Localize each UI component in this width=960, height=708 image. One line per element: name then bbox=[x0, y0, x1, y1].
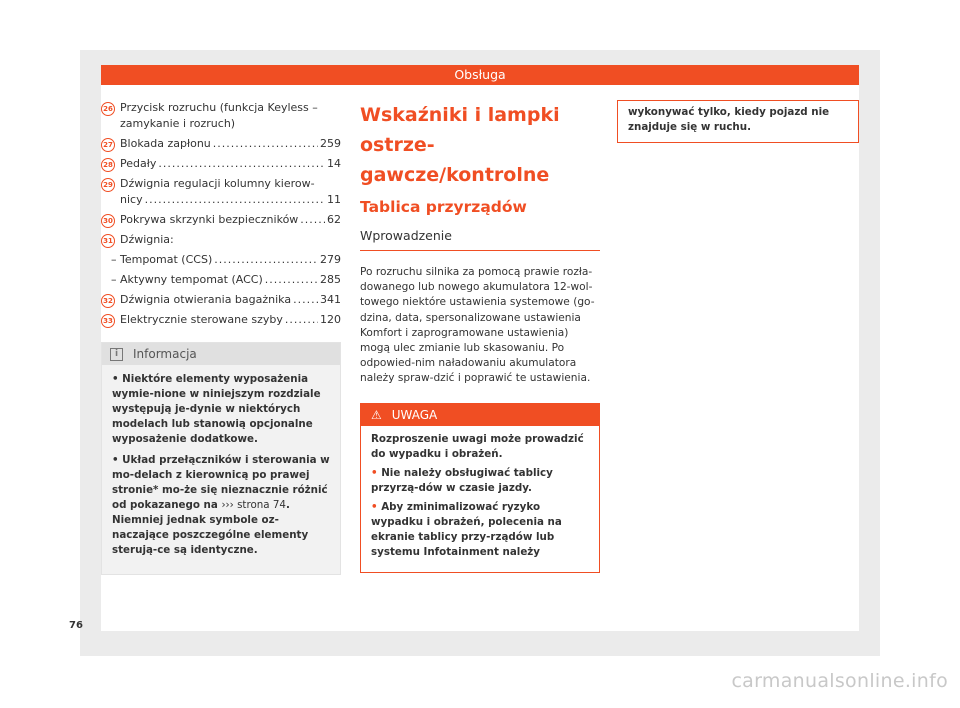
toc-item bbox=[101, 292, 341, 308]
toc-item bbox=[101, 272, 341, 288]
toc-page-number[interactable]: 259 bbox=[320, 137, 341, 150]
warning-bullet-1: • Nie należy obsługiwać tablicy przyrzą-dów w czasie jazdy. bbox=[371, 466, 553, 494]
toc-item bbox=[101, 252, 341, 268]
toc-row bbox=[111, 252, 341, 268]
toc-label: Pokrywa skrzynki bezpieczników bbox=[120, 213, 299, 226]
toc-label: – Tempomat (CCS) bbox=[111, 253, 213, 266]
toc-page-number[interactable]: 341 bbox=[320, 293, 341, 306]
warning-body bbox=[361, 426, 599, 572]
toc-label: Dźwignia regulacji kolumny kierow- bbox=[120, 177, 315, 190]
callout-number-badge: 27 bbox=[101, 138, 115, 152]
toc-label: Przycisk rozruchu (funkcja Keyless – bbox=[120, 101, 318, 114]
body-paragraph: Po rozruchu silnika za pomocą prawie rozła-dowanego lub nowego akumulatora 12-wol-towego niektóre ustawienia systemowe (go-dzina, data, spersonalizowane ustawienia Komfort i zaprogramowane ustawienia) mogą ulec zmianie lub skasowaniu. Po odpowied-nim naładowaniu akumulatora należy spraw-dzić i poprawić te ustawienia. bbox=[360, 266, 595, 385]
leader-dots bbox=[145, 192, 325, 208]
info-box bbox=[101, 342, 341, 575]
toc-item bbox=[101, 212, 341, 228]
warning-intro: Rozproszenie uwagi może prowadzić do wypadku i obrażeń. bbox=[371, 432, 584, 460]
warning-header bbox=[361, 404, 599, 426]
watermark: carmanualsonline.info bbox=[731, 670, 948, 692]
page-number: 76 bbox=[69, 620, 83, 631]
toc-item bbox=[101, 136, 341, 152]
warning-bullet-2: • Aby zminimalizować ryzyko wypadku i obrażeń, polecenia na ekranie tablicy przy-rządów lub systemu Infotainment należy bbox=[371, 500, 562, 558]
left-column bbox=[101, 100, 341, 575]
warning-continuation: wykonywać tylko, kiedy pojazd nie znajduje się w ruchu. bbox=[617, 100, 859, 143]
toc-row bbox=[120, 292, 341, 308]
callout-number-badge: 28 bbox=[101, 158, 115, 172]
toc-row bbox=[120, 156, 341, 172]
section-header: Obsługa bbox=[101, 65, 859, 85]
leader-dots bbox=[300, 212, 325, 228]
callout-number-badge: 31 bbox=[101, 234, 115, 248]
warning-triangle-icon: ⚠ bbox=[371, 407, 382, 422]
callout-number-badge: 33 bbox=[101, 314, 115, 328]
toc-item bbox=[101, 176, 341, 208]
callout-number-badge: 29 bbox=[101, 178, 115, 192]
toc-row bbox=[120, 136, 341, 152]
info-body bbox=[102, 365, 340, 574]
toc-label: nicy bbox=[120, 193, 143, 206]
toc-row bbox=[111, 272, 341, 288]
warning-title: UWAGA bbox=[391, 407, 438, 422]
toc-label: zamykanie i rozruch) bbox=[120, 117, 236, 130]
leader-dots bbox=[213, 136, 318, 152]
toc-item bbox=[101, 156, 341, 172]
toc-label: Elektrycznie sterowane szyby bbox=[120, 313, 283, 326]
toc-label: – Aktywny tempomat (ACC) bbox=[111, 273, 263, 286]
warning-box bbox=[360, 403, 600, 573]
toc-page-number[interactable]: 120 bbox=[320, 313, 341, 326]
toc-page-number[interactable]: 62 bbox=[327, 213, 341, 226]
leader-dots bbox=[265, 272, 318, 288]
subsubsection-heading: Wprowadzenie bbox=[360, 226, 600, 251]
toc-label: Pedały bbox=[120, 157, 157, 170]
toc-list bbox=[101, 100, 341, 328]
toc-item bbox=[101, 232, 341, 248]
subsection-heading: Tablica przyrządów bbox=[360, 198, 527, 216]
toc-page-number[interactable]: 279 bbox=[320, 253, 341, 266]
right-column bbox=[617, 100, 859, 143]
info-icon: i bbox=[110, 348, 123, 361]
toc-label: Blokada zapłonu bbox=[120, 137, 211, 150]
toc-row bbox=[120, 192, 341, 208]
toc-row bbox=[120, 212, 341, 228]
leader-dots bbox=[293, 292, 318, 308]
info-bullet-1: • Niektóre elementy wyposażenia wymie-nione w niniejszym rozdziale występują je-dynie w niektórych modelach lub stanowią opcjonalne wyposażenie dodatkowe. bbox=[112, 373, 321, 445]
toc-page-number[interactable]: 285 bbox=[320, 273, 341, 286]
callout-number-badge: 26 bbox=[101, 102, 115, 116]
callout-number-badge: 30 bbox=[101, 214, 115, 228]
info-title: Informacja bbox=[133, 347, 197, 361]
toc-label: Dźwignia: bbox=[120, 233, 174, 246]
page-link[interactable]: ››› strona 74 bbox=[221, 499, 286, 511]
toc-label: Dźwignia otwierania bagażnika bbox=[120, 293, 292, 306]
info-header bbox=[102, 343, 340, 365]
toc-page-number[interactable]: 14 bbox=[327, 157, 341, 170]
toc-item bbox=[101, 100, 341, 132]
middle-column bbox=[360, 100, 600, 573]
leader-dots bbox=[214, 252, 318, 268]
info-bullet-2: • Układ przełączników i sterowania w mo-delach z kierownicą po prawej stronie* mo-że się nieznacznie różnić od pokazanego na ››› strona 74. Niemniej jednak symbole oz-naczające poszczególne elementy sterują-ce są identyczne. bbox=[112, 454, 330, 556]
section-heading: Wskaźniki i lampki ostrze- gawcze/kontrolne bbox=[360, 104, 560, 186]
toc-item bbox=[101, 312, 341, 328]
leader-dots bbox=[285, 312, 318, 328]
callout-number-badge: 32 bbox=[101, 294, 115, 308]
toc-page-number[interactable]: 11 bbox=[327, 193, 341, 206]
leader-dots bbox=[158, 156, 325, 172]
toc-row bbox=[120, 312, 341, 328]
